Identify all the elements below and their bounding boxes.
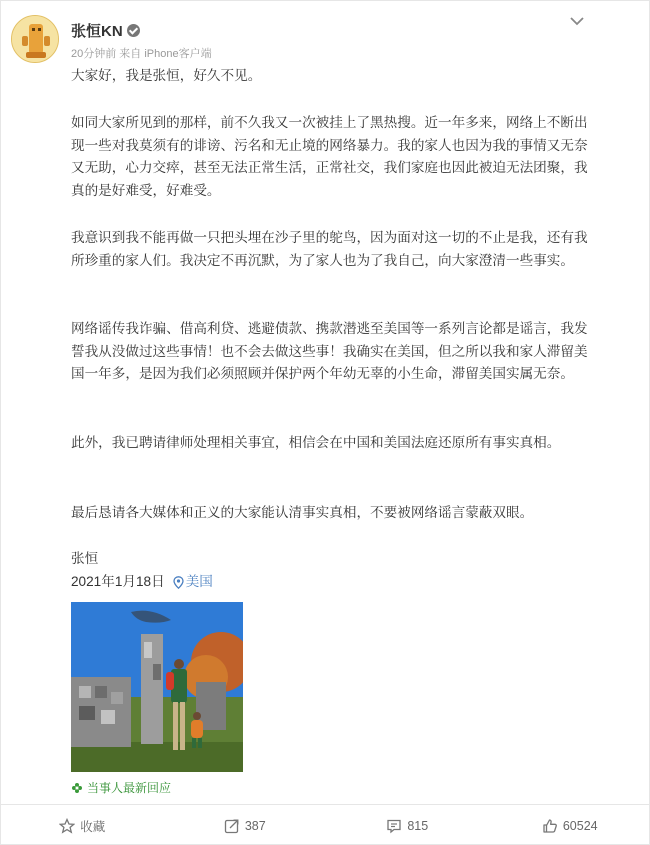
chevron-down-icon[interactable] [567, 13, 587, 29]
latest-reply-label: 当事人最新回应 [87, 781, 172, 795]
location-label: 美国 [185, 574, 213, 589]
post-paragraph: 网络谣传我诈骗、借高利贷、逃避债款、携款潜逃至美国等一系列言论都是谣言，我发誓我从没做过这些事情！也不会去做这些事！我确实在美国，但之所以我和家人滞留美国一年多，是因为我们必须照顾并保护两个年幼无辜的小生命，滞留美国实属无奈。 [71, 321, 588, 381]
favorite-button[interactable] [1, 805, 164, 845]
post-paragraph: 如同大家所见到的那样，前不久我又一次被挂上了黑热搜。近一年多来，网络上不断出现一些对我莫须有的诽谤、污名和无止境的网络暴力。我的家人也因为我的事情又无奈又无助，心力交瘁，甚至无法正常生活，正常社交，我们家庭也因此被迫无法团聚，我真的是好难受，好难受。 [71, 115, 588, 198]
date-location-row [71, 571, 591, 594]
post-meta: 20分钟前 来自 iPhone客户端 [71, 48, 212, 60]
thumbs-up-icon [542, 818, 558, 834]
post-date: 2021年1月18日 [71, 574, 165, 589]
post-paragraph: 最后恳请各大媒体和正义的大家能认清事实真相，不要被网络谣言蒙蔽双眼。 [71, 505, 534, 520]
post-paragraph: 我意识到我不能再做一只把头埋在沙子里的鸵鸟，因为面对这一切的不止是我，还有我所珍重的家人们。我决定不再沉默，为了家人也为了我自己，向大家澄清一些事实。 [71, 230, 588, 268]
star-icon [59, 818, 75, 834]
avatar-image [12, 16, 59, 63]
verified-badge-icon [127, 24, 140, 37]
repost-count: 387 [244, 818, 266, 833]
avatar[interactable] [11, 15, 59, 63]
location-link[interactable] [173, 571, 213, 594]
post-paragraph: 大家好，我是张恒，好久不见。 [71, 68, 262, 83]
photo-image [71, 602, 243, 772]
comment-count: 815 [407, 818, 429, 833]
comment-button[interactable] [326, 805, 489, 845]
post-paragraph: 此外，我已聘请律师处理相关事宜，相信会在中国和美国法庭还原所有事实真相。 [71, 435, 561, 450]
comment-icon [386, 818, 402, 834]
location-pin-icon [173, 576, 184, 589]
flower-icon [71, 782, 83, 794]
favorite-label: 收藏 [80, 819, 106, 834]
like-count: 60524 [562, 818, 598, 833]
like-button[interactable] [489, 805, 650, 845]
user-name-row [71, 20, 140, 40]
repost-icon [224, 818, 240, 834]
latest-reply-link[interactable] [71, 779, 171, 796]
action-bar [1, 804, 650, 845]
username[interactable]: 张恒KN [71, 22, 123, 40]
post-photo[interactable] [71, 602, 243, 772]
post-signature: 张恒 [71, 551, 99, 566]
repost-button[interactable] [164, 805, 327, 845]
